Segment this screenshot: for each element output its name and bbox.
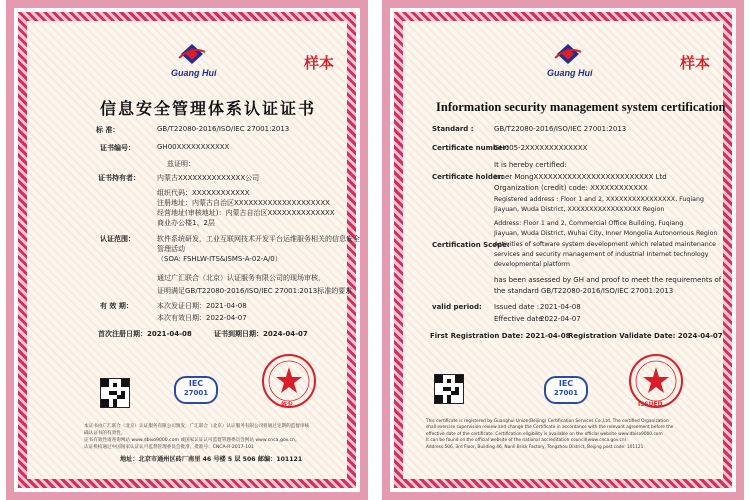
holder-value: Inner MongXXXXXXXXXXXXXXXXXXXXXXXXX Ltd (494, 173, 667, 181)
holder-label: Certificate holder: (432, 173, 504, 181)
page-title: Information security management system certification (436, 100, 726, 114)
scope-value-3: developmental platform (494, 261, 570, 268)
valid-label: 有 效 期： (100, 302, 133, 310)
scope-value-2: services and security management of industrial Internet technology (494, 251, 709, 258)
issued-date-value: 2021-04-08 (540, 303, 581, 311)
page-title: 信息安全管理体系认证证书 (100, 99, 317, 118)
registered-address-2: Jiayuan, Wuda District, XXXXXXXXXXXXXXXXX Region (494, 206, 665, 213)
iec-badge-line-2: 27001 (553, 389, 579, 397)
registered-address: 注册地址：内蒙古自治区XXXXXXXXXXXXXXXXXXXX (157, 199, 330, 207)
hereby-certified: It is hereby certified: (494, 161, 567, 169)
footer-line-5: Address:506, 3rd Floor, Building 46, Nanli Brick Factory, Tongzhou District, Beijing post code: 101121 (426, 444, 644, 450)
assessment-line-1: has been assessed by GH and proof to meet the requirements of (494, 276, 722, 284)
effective-date-value: 2022-04-07 (540, 315, 581, 323)
iec-badge-line-1: IEC (188, 379, 204, 388)
certificate-background (18, 12, 356, 488)
scope-value-1: 软件系统研发，工业互联网技术开发平台运维服务相关的信息安全 (157, 235, 360, 243)
org-code: Organization (credit) code: XXXXXXXXXXXX (494, 184, 648, 192)
standard-value: GB/T22080-2016/ISO/IEC 27001:2013 (157, 125, 290, 133)
footer-note (84, 424, 312, 452)
footer-line-4: It can be found on the official website of the national accreditation council(www.cnca.gov.cn). (426, 438, 628, 444)
registered-address: Registered address : Floor 1 and 2, XXXXXXXXXXXXXXXX, Fuqiang (494, 196, 704, 203)
footer-note (426, 419, 716, 451)
footer-line-3: 认证机构通过中国国家认证认可监督管理委员会批准，批准号：CNCA-R-2017-101 (84, 444, 254, 450)
assessment-line-2: 证明满足GB/T22080-2016/ISO/IEC 27001:2013标准的要求 (157, 287, 353, 295)
scope-label: 认证范围： (100, 235, 135, 243)
operating-address: Address: Floor 1 and 2, Commercial Office Building, Fuqiang (494, 220, 684, 227)
operating-address: 经营地址(审核地址)：内蒙古自治区XXXXXXXXXXXXXX (157, 209, 335, 217)
scope-value-3: （SOA: FSHLW-ITS&ISMS-A-02-A/0） (157, 255, 282, 263)
iec-badge-line-1: IEC (558, 379, 574, 388)
registration-expiry: 证书到期日期：2024-04-07 (214, 330, 308, 338)
holder-value: 内蒙古XXXXXXXXXXXXXX公司 (157, 174, 260, 182)
hereby-certified: 兹证明： (167, 160, 195, 168)
holder-label: 证书持有者： (98, 174, 140, 182)
registration-validate-date: Registration Validate Date: 2024-04-07 (568, 332, 723, 340)
first-issue-date: 首次注册日期：2021-04-08 (98, 330, 192, 338)
standard-label: Standard : (432, 125, 474, 133)
issued-date-label: Issued date : (494, 303, 540, 311)
cert-number-value: GH00XXXXXXXXXXX (157, 143, 230, 151)
iec-27001-badge (544, 376, 588, 404)
guanghui-logo-icon (553, 42, 583, 66)
brand-name: Guang Hui (171, 68, 217, 78)
qr-code-icon (100, 378, 130, 408)
certificate-background (394, 12, 732, 488)
footer-line-1: 本证书由广汇联合（北京）认证服务有限公司颁发，广汇联合（北京）认证服务有限公司将通过定期的监督审核确认证书的有效性。 (84, 424, 310, 436)
footer-line-2: 证书有效性请查询网站 www.dbiso9000.com 或国家认证认可监督管理委员会网站 www.cnca.gov.cn。 (84, 437, 300, 443)
effective-date-label: Effective date : (494, 315, 548, 323)
first-registration-date: First Registration Date: 2021-04-08 (430, 332, 571, 340)
cert-number-label: Certificate number: (432, 144, 509, 152)
scope-value-2: 管理活动 (157, 245, 185, 253)
seal-label: ISSUED (638, 401, 663, 408)
issue-date: 本次发证日期：2021-04-08 (157, 302, 247, 310)
brand-name: Guang Hui (547, 68, 593, 78)
org-code: 组织代码：XXXXXXXXXXXX (157, 189, 250, 197)
scope-value-1: Activities of software system development which related maintenance (494, 241, 717, 248)
guanghui-logo-icon (177, 42, 207, 66)
standard-label: 标 准： (96, 126, 120, 134)
assessment-line-2: the standard GB/T22080-2016/ISO/IEC 27001:2013 (494, 287, 674, 295)
certificate-chinese (6, 0, 368, 500)
operating-address-2: Jiayuan, Wuda District, Wuhai City, Inner Mongolia Autonomous Region (494, 230, 718, 237)
qr-code-icon (434, 374, 464, 404)
seal-label: 签发 (281, 402, 294, 409)
expiry-date: 本次有效日期：2022-04-07 (157, 314, 247, 322)
valid-label: valid period: (432, 303, 482, 311)
sample-stamp: 样本 (304, 54, 335, 72)
footer-address: 地址：北京市通州区砖厂南里 46 号楼 5 层 506 邮编：101121 (120, 456, 303, 463)
standard-value: GB/T22080-2016/ISO/IEC 27001:2013 (494, 125, 627, 133)
certificate-english (382, 0, 744, 500)
cert-number-value: GH005-2XXXXXXXXXXXXX (494, 144, 588, 152)
footer-line-2: shall exercise supervision review and change the Certificate in accordance with the relevant agreement before the (426, 425, 674, 431)
operating-address-2: 商业办公楼1、2层 (157, 219, 215, 227)
footer-line-1: This certificate is registered by Guanghui Union(Beijing) Certification Services Co.,Ltd. The certified Organization (426, 419, 669, 424)
iec-badge-line-2: 27001 (183, 389, 209, 397)
footer-line-3: effective date of the certificate. Certification eligibility is available on the official website www.dbiso9000.com (426, 431, 663, 437)
assessment-line-1: 通过广汇联合（北京）认证服务有限公司的现场审核， (157, 274, 325, 282)
cert-number-label: 证书编号： (100, 144, 135, 152)
sample-stamp: 样本 (680, 54, 711, 72)
scope-label: Certification Scope: (432, 241, 510, 249)
iec-27001-badge (174, 376, 218, 404)
